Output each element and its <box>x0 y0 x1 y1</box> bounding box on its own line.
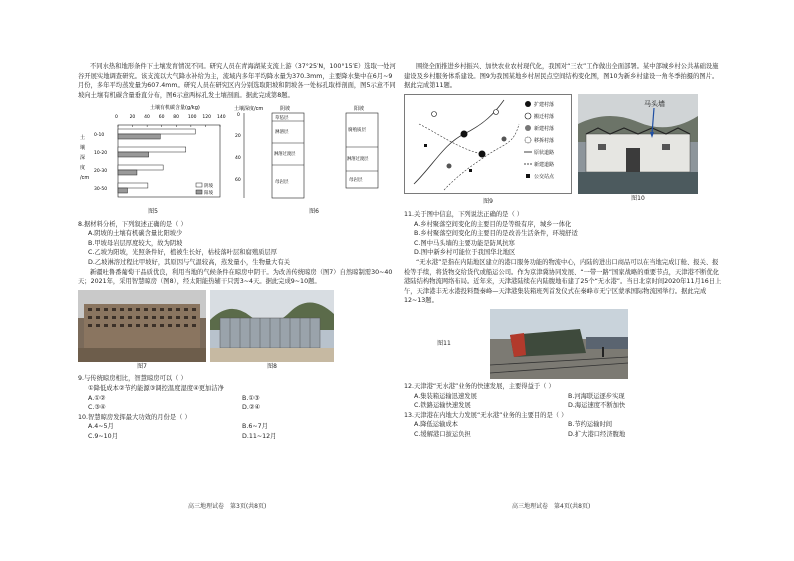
q12-stem: 12.天津港“无水港”业务的快速发展，主要得益于（ ） <box>404 382 555 390</box>
fig9-map <box>404 94 572 194</box>
q11-option-d[interactable]: D.图中新乡村可能位于我国华北地区 <box>414 249 516 257</box>
fig5-bar-阳坡-3 <box>118 188 127 193</box>
intro-q11: 围绕全面推进乡村振兴、加快农业农村现代化，我国对“三农”工作做出全面部署。某中部城乡村公共基础设施建设及乡村服务体系建设。图9为我国某地乡村居民点空间结构变化图，图10为新乡村建设一角冬季拍摄的图片。据此完成第11题。 <box>404 63 719 90</box>
q8-option-a[interactable]: A.阴坡的土壤有机碳含量比阳坡少 <box>88 230 183 238</box>
fig6-caption: 图6 <box>309 207 319 215</box>
fig9-legend-6: 新建道路 <box>534 161 555 168</box>
fig6-left-layer-3: 淋溶过渡层 <box>274 152 296 158</box>
fig10-caption: 图10 <box>631 194 645 202</box>
fig5-x-tick-2: 40 <box>144 115 150 121</box>
intro-q12: “无水港”是指在内陆地区建立的港口服务功能的物流中心，内陆的进出口商品可以在当地完成订舱、报关、报检等手续，将货物交给货代或船运公司。作为京津冀协同发展、“一带一路”国家战略的重要节点，天津港不断优化港陆结构物流网络布局。近年来，天津港陆续在内陆腹地布建了25个“无水港”。当日北京时间2020年11月16日上午，天津港丰无水港投料暨秦峰—天津港集装箱班列首发仪式在秦峰市无宁区蒙承国际物流园举行。据此完成12~13题。 <box>404 258 722 305</box>
figure-6 <box>234 103 394 216</box>
figure-10 <box>578 94 698 207</box>
q10-options <box>88 422 396 441</box>
fig5-category-1: 10-20 <box>94 151 108 157</box>
fig7-photo <box>78 290 206 362</box>
right-page-column <box>404 62 722 439</box>
fig5-legend-label-1: 阳坡 <box>204 191 213 197</box>
fig9-legend-1: 扩建村落 <box>534 101 555 108</box>
fig5-caption: 图5 <box>148 207 158 215</box>
fig5-category-3: 30-50 <box>94 187 108 193</box>
fig6-right-title: 阳坡 <box>354 106 365 113</box>
fig8-caption: 图8 <box>267 362 277 370</box>
fig9-legend-7: 公交站点 <box>534 173 555 180</box>
q12-option-a[interactable]: A.集装箱运输迅速发展 <box>414 392 477 400</box>
q11-stem: 11.关于图中信息，下列说法正确的是（ ） <box>404 210 524 218</box>
fig8-photo <box>210 290 334 362</box>
fig5-legend-swatch-1 <box>196 190 202 194</box>
fig6-left-layer-4: 母岩层 <box>275 180 289 186</box>
fig9-legend-3: 新建村落 <box>534 125 555 132</box>
fig6-depth-0: 0 <box>237 113 240 119</box>
fig5-legend-swatch-0 <box>196 183 202 187</box>
q13-stem: 13.天津港在内地大力发展“无水港”业务的主要目的是（ ） <box>404 411 568 419</box>
fig5-x-tick-3: 60 <box>158 115 165 121</box>
fig5-y-label-4: /cm <box>80 175 90 182</box>
fig5-x-tick-6: 120 <box>202 115 212 121</box>
figure-9 <box>404 94 572 207</box>
fig10-label: 马头墙 <box>644 99 665 108</box>
fig6-left-title: 阴坡 <box>280 106 291 113</box>
q13-option-d[interactable]: D.扩大港口经济腹地 <box>568 430 626 438</box>
q11-option-b[interactable]: B.乡村聚落空间变化的主要目的是改善生活条件，环境舒适 <box>414 230 578 238</box>
intro-q9: 新疆吐鲁番葡萄干品质优良，利用当地的气候条件在晾房中阴干。为改善传统晾房（图7）自然晾制需30~40天；2021年，采用智慧晾房（图8），经太阳能热辅干只需3~4天。据此完成9~10题。 <box>78 268 393 286</box>
fig5-bar-阳坡-1 <box>118 152 149 157</box>
fig9-legend-5: 原状道路 <box>534 149 555 156</box>
q10-option-d[interactable]: D.11~12月 <box>242 432 277 440</box>
fig5-legend-label-0: 阴坡 <box>204 184 213 190</box>
fig6-right-layer-2: 淋溶过渡层 <box>347 157 369 163</box>
fig5-y-label-0: 土 <box>80 135 86 142</box>
fig6-profile <box>234 103 394 203</box>
fig5-bar-阴坡-0 <box>118 129 195 134</box>
fig5-x-tick-1: 20 <box>129 115 136 121</box>
q9-option-d[interactable]: D.②④ <box>242 404 261 412</box>
q10-option-c[interactable]: C.9~10月 <box>88 432 118 440</box>
fig7-caption: 图7 <box>137 362 147 370</box>
fig10-photo <box>578 94 698 194</box>
q13-option-a[interactable]: A.降低运输成本 <box>414 421 458 429</box>
fig5-bar-阳坡-0 <box>118 134 160 139</box>
fig5-y-label-2: 深 <box>80 155 86 162</box>
figure-row-7-8 <box>78 290 396 372</box>
q9-option-a[interactable]: A.①② <box>88 394 106 402</box>
q8-option-d[interactable]: D.乙坡淋溶过程比甲坡好，其原因与气温较高，蒸发量小，生物量大有关 <box>88 258 291 266</box>
q12-option-d[interactable]: D.海运速度不断加快 <box>568 402 626 410</box>
fig6-depth-40: 40 <box>235 156 241 162</box>
figure-7 <box>78 290 206 372</box>
fig9-legend-4: 移拆村落 <box>534 137 555 144</box>
intro-q8: 不同水热和地形条件下土壤发育情况不同。研究人员在青海湖某支流上游（37°25′N，100°15′E）选取一处河谷开展实地调查研究。该支流以大气降水补给为主，流域内多年平均降水量为370.3mm，主要降水集中在6月~9月份，多年平均蒸发量为607.4mm。研究人员在研究区内分别选取阳坡和阴坡各一处标孔取样剖面，图5示意不同坡向土壤有机碳含量垂直分布，图6示意两标孔发土壤剖面。据此完成第8题。 <box>78 63 396 99</box>
fig5-x-tick-0: 0 <box>115 115 118 121</box>
fig5-title: 土壤有机碳含量(g/kg) <box>150 105 200 112</box>
figure-8 <box>210 290 334 372</box>
q10-option-a[interactable]: A.4~5月 <box>88 423 114 431</box>
q11-option-a[interactable]: A.乡村聚落空间变化的主要目的是等级有序，城乡一体化 <box>414 220 572 228</box>
fig11-photo <box>490 309 628 379</box>
fig6-left-layer-2: 淋溶层 <box>275 130 289 136</box>
left-page-footer: 高三地理试卷 第3页(共8页) <box>188 503 267 510</box>
fig11-caption: 图11 <box>437 340 451 348</box>
q8-stem: 8.据材料分析，下列叙述正确的是（ ） <box>78 220 187 228</box>
q12-options <box>414 392 722 411</box>
q9-options <box>88 394 396 413</box>
q11-option-c[interactable]: C.图中马头墙的主要功能是防风抗寒 <box>414 239 515 247</box>
fig5-bar-阳坡-2 <box>118 170 137 175</box>
q10-option-b[interactable]: B.6~7月 <box>242 423 268 431</box>
fig5-bar-阴坡-2 <box>118 165 163 170</box>
q9-option-b[interactable]: B.①③ <box>242 394 260 402</box>
fig5-y-label-3: 度 <box>80 165 86 172</box>
q9-stem: 9.与传统晾房相比，智慧晾房可以（ ） <box>78 375 187 383</box>
fig5-y-label-1: 壤 <box>80 145 86 152</box>
q12-option-c[interactable]: C.铁路运输快速发展 <box>414 402 471 410</box>
fig5-category-2: 20-30 <box>94 169 108 175</box>
fig5-bar-阴坡-3 <box>118 183 148 188</box>
q8-option-b[interactable]: B.甲坡母岩层厚度较大，故为阴坡 <box>88 239 183 247</box>
q8-option-c[interactable]: C.乙坡为阳坡，光照条件好，植被生长好，枯枝落叶层和腐殖质层厚 <box>88 249 278 257</box>
q13-options <box>414 420 722 439</box>
figure-row-11 <box>404 309 722 379</box>
figure-row-9-10 <box>404 94 722 207</box>
right-page-footer: 高三地理试卷 第4页(共8页) <box>512 503 591 510</box>
left-page-column <box>78 62 396 441</box>
fig9-caption: 图9 <box>483 198 493 206</box>
fig5-bar-阴坡-1 <box>118 147 186 152</box>
fig5-x-tick-5: 100 <box>187 115 197 121</box>
fig6-depth-20: 20 <box>235 134 241 140</box>
q12-option-b[interactable]: B.河海联运逐步实现 <box>568 392 625 400</box>
q10-stem: 10.智慧晾房发挥最大功效的月份是（ ） <box>78 413 191 421</box>
fig9-legend-2: 搬迁村落 <box>534 113 555 120</box>
fig5-x-tick-4: 80 <box>173 115 180 121</box>
q9-statements: ①降低成本②节约能源③调控温度湿度④更加洁净 <box>88 384 224 392</box>
fig6-right-layer-1: 腐殖质层 <box>348 128 366 134</box>
fig6-right-layer-3: 母岩层 <box>349 178 363 184</box>
fig6-left-layer-1: 草毡层 <box>275 116 289 122</box>
fig5-chart <box>78 103 228 203</box>
fig5-x-tick-7: 140 <box>217 115 226 121</box>
figure-row-5-6 <box>78 103 396 216</box>
figure-5 <box>78 103 228 216</box>
fig6-depth-60: 60 <box>235 178 241 184</box>
q13-option-c[interactable]: C.缓解港口拔运负担 <box>414 430 471 438</box>
q13-option-b[interactable]: B.节约运输时间 <box>568 421 613 429</box>
fig6-axis-label: 土壤深度/cm <box>234 106 264 113</box>
q9-option-c[interactable]: C.③④ <box>88 404 106 412</box>
fig5-category-0: 0-10 <box>94 133 105 139</box>
